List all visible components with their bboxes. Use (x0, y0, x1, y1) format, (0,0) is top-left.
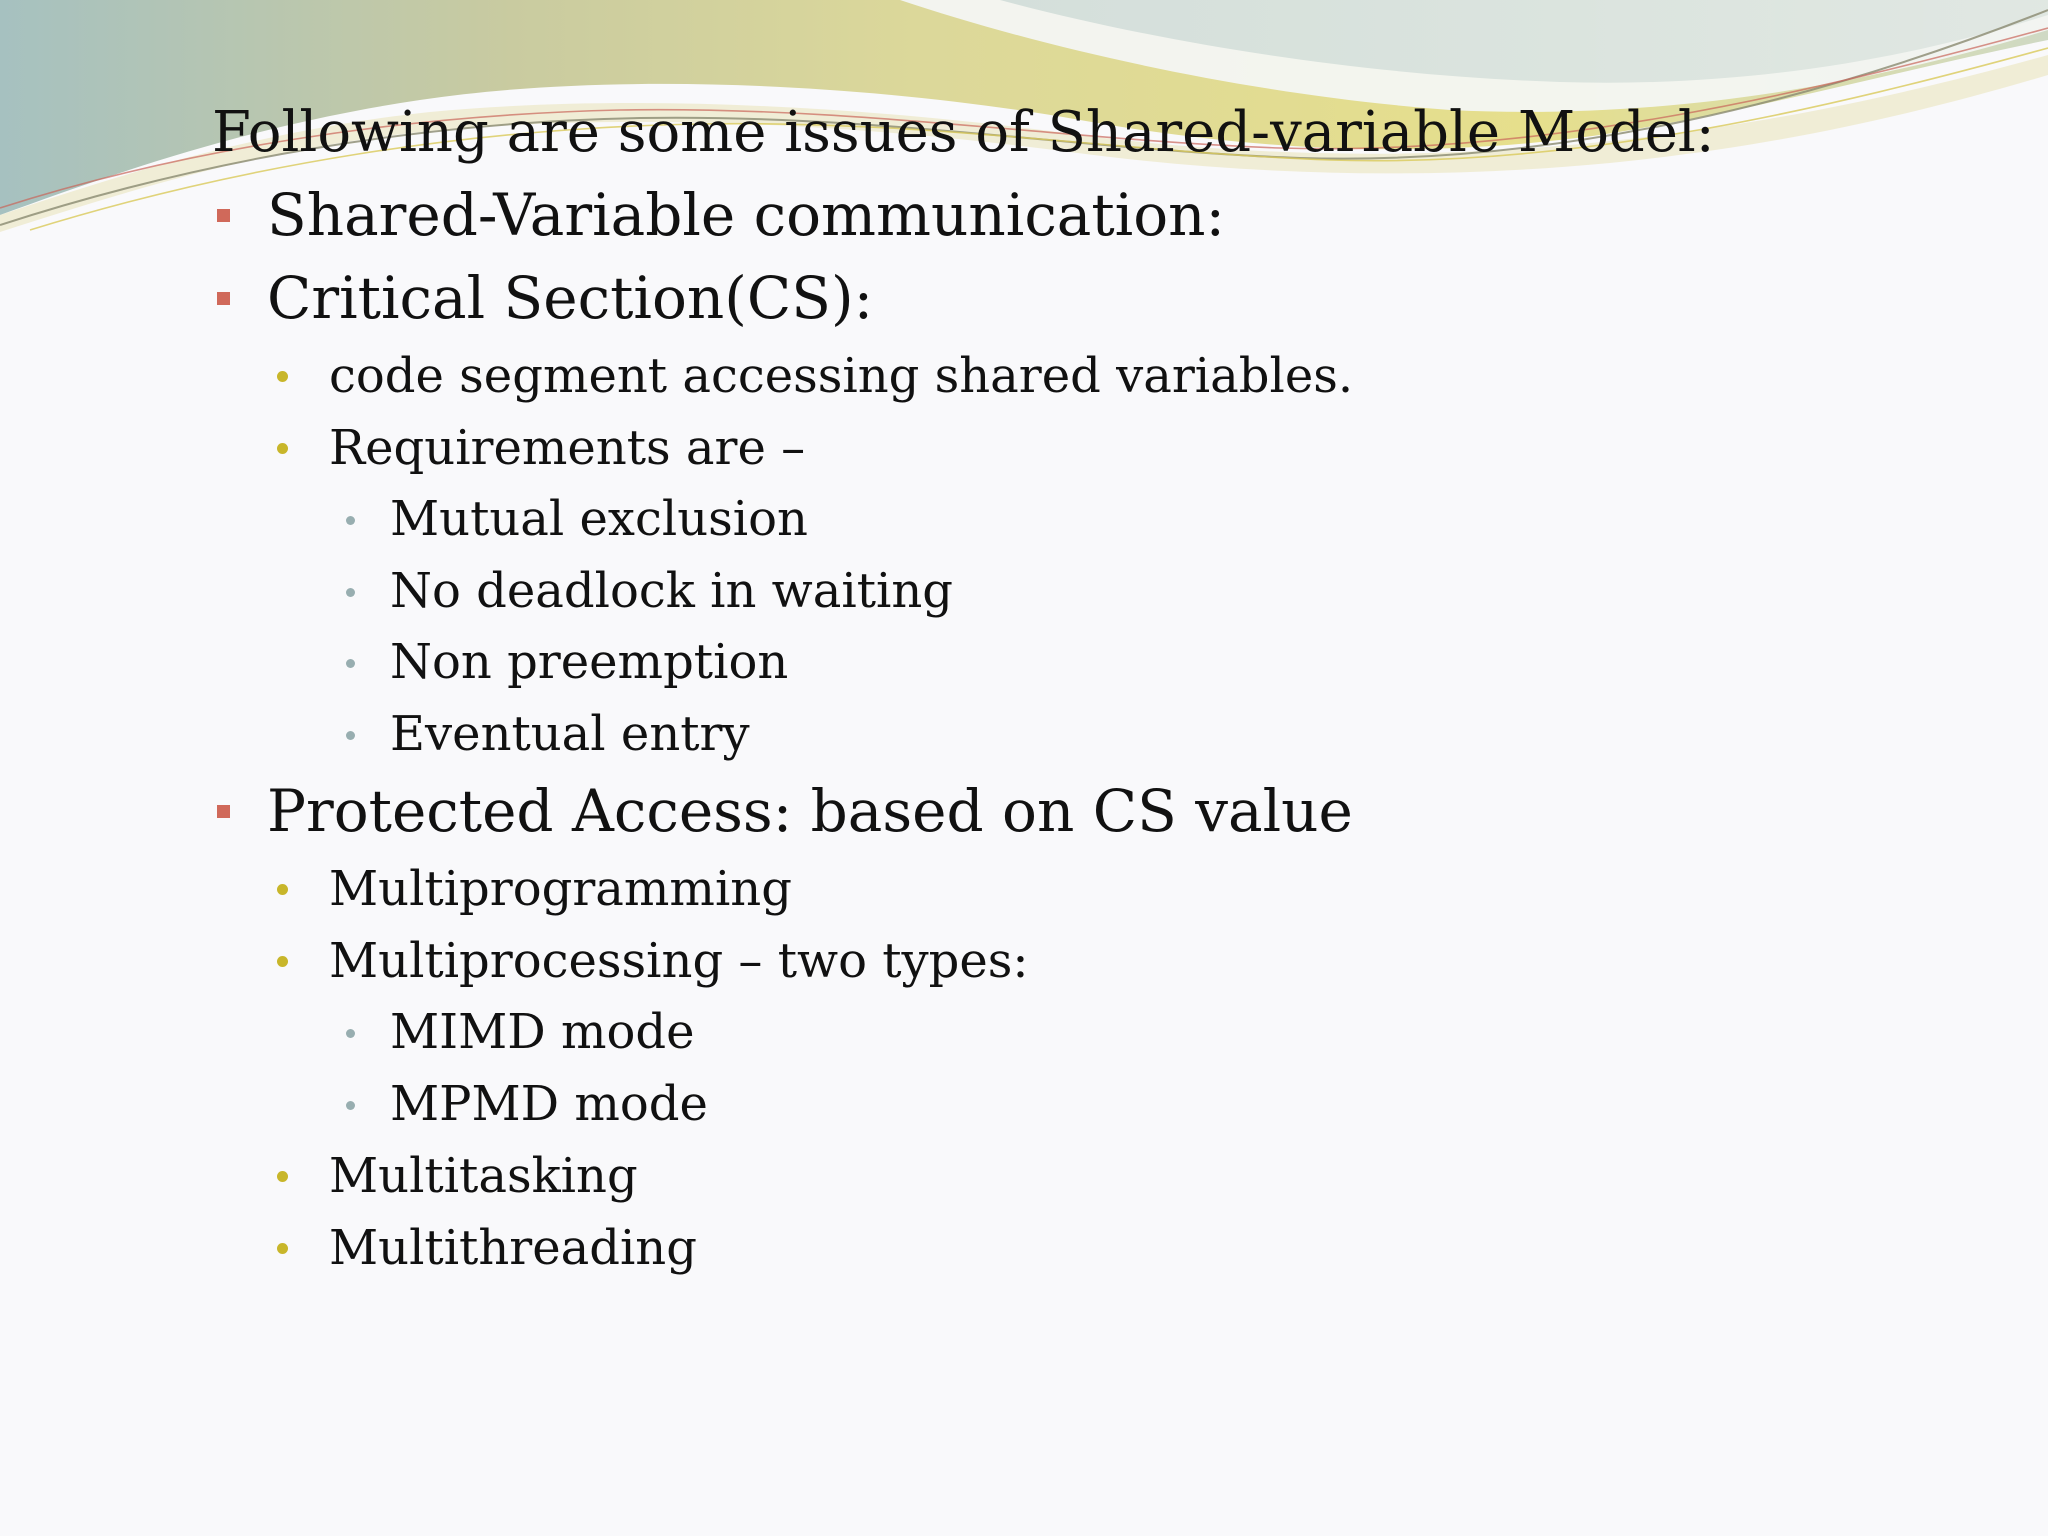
slide-intro-text: Following are some issues of Shared-variable Model: (212, 100, 1715, 165)
sub-sub-bullet-item-mimd-mode (212, 997, 1992, 1069)
sub-bullet-item-multitasking (212, 1140, 1992, 1212)
bullet-text: Multiprogramming (329, 861, 792, 917)
sub-bullet-item-multithreading (212, 1212, 1992, 1284)
bullet-text: code segment accessing shared variables. (329, 348, 1354, 404)
bullet-text: Multiprocessing – two types: (329, 933, 1029, 989)
dot-bullet-icon (277, 956, 288, 967)
sub-sub-bullet-item-mpmd-mode (212, 1069, 1992, 1141)
small-dot-bullet-icon (346, 1101, 355, 1110)
dot-bullet-icon (277, 884, 288, 895)
bullet-text: No deadlock in waiting (390, 562, 953, 619)
bullet-item-shared-variable-communication (212, 174, 1992, 257)
bullet-text: MPMD mode (390, 1075, 708, 1132)
sub-bullet-item-multiprocessing (212, 925, 1992, 997)
sub-sub-bullet-item-mutual-exclusion (212, 484, 1992, 556)
bullet-text: Multithreading (329, 1220, 697, 1276)
small-dot-bullet-icon (346, 588, 355, 597)
sub-bullet-item-multiprogramming (212, 853, 1992, 925)
sub-sub-bullet-item-eventual-entry (212, 699, 1992, 771)
dot-bullet-icon (277, 1171, 288, 1182)
bullet-text: Eventual entry (390, 705, 750, 762)
slide-content (212, 92, 1992, 1284)
square-bullet-icon (217, 209, 230, 222)
sub-bullet-item-requirements (212, 412, 1992, 484)
dot-bullet-icon (277, 443, 288, 454)
bullet-text: Critical Section(CS): (267, 264, 874, 332)
bullet-text: Mutual exclusion (390, 491, 808, 547)
bullet-text: Non preemption (390, 634, 789, 690)
small-dot-bullet-icon (346, 731, 355, 740)
bullet-item-protected-access (212, 770, 1992, 853)
bullet-text: Protected Access: based on CS value (267, 777, 1353, 845)
bullet-text: Shared-Variable communication: (267, 181, 1226, 249)
sub-bullet-item-code-segment (212, 340, 1992, 412)
small-dot-bullet-icon (346, 516, 355, 525)
bullet-text: Multitasking (329, 1148, 638, 1204)
sub-sub-bullet-item-non-preemption (212, 627, 1992, 699)
sub-sub-bullet-item-no-deadlock (212, 556, 1992, 628)
square-bullet-icon (217, 292, 230, 305)
bullet-text: Requirements are – (329, 420, 806, 476)
small-dot-bullet-icon (346, 1029, 355, 1038)
small-dot-bullet-icon (346, 659, 355, 668)
bullet-item-critical-section (212, 257, 1992, 340)
bullet-text: MIMD mode (390, 1004, 695, 1060)
square-bullet-icon (217, 805, 230, 818)
dot-bullet-icon (277, 1243, 288, 1254)
dot-bullet-icon (277, 371, 288, 382)
